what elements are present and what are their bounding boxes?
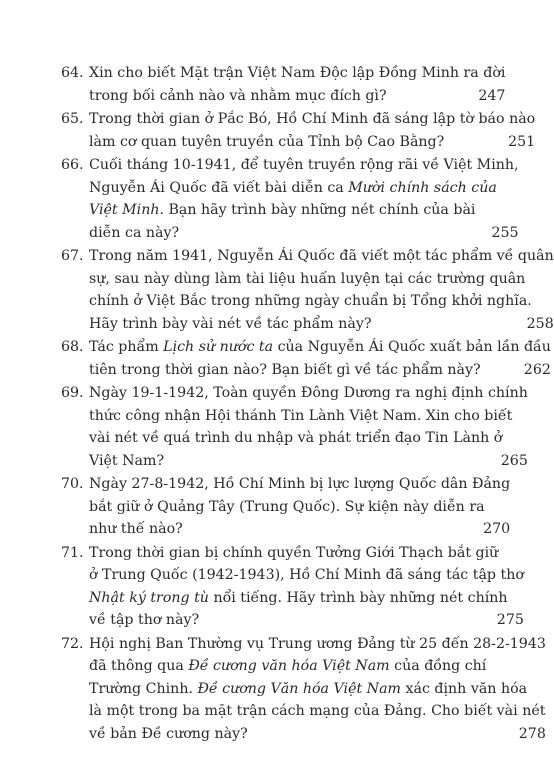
- toc-entry: [61, 245, 554, 335]
- text-segment: . Bạn hãy trình bày những nét chính của bài: [159, 202, 476, 218]
- toc-entry: [61, 336, 551, 381]
- toc-entry: [61, 542, 524, 632]
- text-segment: Hội nghị Ban Thường vụ Trung ương Đảng từ 25 đến 28-2-1943: [89, 635, 546, 652]
- entry-line: [89, 199, 519, 222]
- text-segment: đã thông qua: [89, 658, 189, 674]
- italic-title: Lịch sử nước ta: [163, 339, 274, 355]
- entry-number: 71.: [61, 544, 84, 561]
- entry-line-text: [89, 590, 508, 606]
- entry-line: [89, 678, 546, 701]
- toc-entry: [61, 62, 506, 107]
- toc-entry: [61, 382, 528, 472]
- text-segment: trong bối cảnh nào và nhằm mục đích gì?: [89, 87, 387, 104]
- entry-line: [89, 427, 528, 450]
- entry-line-text: [89, 681, 527, 697]
- page-number: 270: [483, 521, 511, 537]
- entry-number: 64.: [61, 65, 84, 81]
- entry-line: [89, 290, 554, 313]
- text-segment: Tác phẩm: [89, 339, 164, 355]
- page-number: 278: [518, 725, 546, 742]
- entry-line-text: [89, 385, 528, 401]
- entry-line-text: [89, 293, 532, 309]
- italic-title: Đề cương văn hóa Việt Nam: [188, 658, 390, 674]
- entry-line: [89, 587, 524, 610]
- text-segment: diễn ca này?: [89, 224, 180, 241]
- italic-title: Đề cương Văn hóa Việt Nam: [197, 680, 401, 697]
- text-segment: nổi tiếng. Hãy trình bày những nét chính: [208, 589, 508, 606]
- entry-text: [89, 154, 519, 244]
- entry-number: 72.: [61, 635, 84, 652]
- entry-line: [89, 496, 510, 519]
- table-of-contents: [61, 62, 554, 745]
- entry-line-text: [89, 359, 481, 382]
- entry-line-text: [89, 450, 164, 473]
- text-segment: chính ở Việt Bắc trong những ngày chuẩn bị Tổng khởi nghĩa.: [89, 293, 532, 309]
- text-segment: Hãy trình bày vài nét về tác phẩm này?: [89, 315, 372, 332]
- entry-line: [89, 450, 528, 473]
- entry-line: [89, 405, 528, 428]
- entry-line-text: [89, 85, 387, 108]
- entry-line: [89, 62, 505, 85]
- entry-line: [89, 108, 535, 131]
- entry-line-text: [89, 545, 498, 561]
- entry-line-text: [89, 222, 179, 245]
- text-segment: Trong năm 1941, Nguyễn Ái Quốc đã viết một tác phẩm về quân: [89, 248, 554, 264]
- entry-line-text: [89, 723, 248, 746]
- entry-line: [89, 336, 551, 359]
- text-segment: về tập thơ này?: [89, 612, 200, 628]
- entry-line: [89, 268, 554, 291]
- text-segment: về bản Đề cương này?: [89, 725, 248, 742]
- text-segment: bắt giữ ở Quảng Tây (Trung Quốc). Sự kiện này diễn ra: [89, 498, 485, 515]
- entry-line-text: [89, 157, 519, 173]
- entry-line: [89, 633, 546, 656]
- entry-line-text: [89, 518, 183, 541]
- page-number: 258: [526, 315, 554, 332]
- entry-line: [89, 222, 519, 245]
- text-segment: Trong thời gian bị chính quyền Tưởng Giới Thạch bắt giữ: [89, 544, 499, 561]
- text-segment: ở Trung Quốc (1942-1943), Hồ Chí Minh đã sáng tác tập thơ: [89, 567, 524, 583]
- text-segment: vài nét về quá trình du nhập và phát triển đạo Tin Lành ở: [89, 430, 503, 446]
- text-segment: của Nguyễn Ái Quốc xuất bản lần đầu: [273, 339, 551, 355]
- entry-line: [89, 700, 546, 723]
- entry-number: 65.: [61, 111, 84, 127]
- page-number: 255: [491, 224, 519, 241]
- text-segment: Trường Chinh.: [89, 680, 198, 697]
- entry-line: [89, 609, 524, 632]
- page-number: 275: [496, 612, 524, 628]
- entry-line-text: [89, 499, 485, 515]
- entry-text: [89, 382, 528, 472]
- text-segment: làm cơ quan tuyên truyền của Tỉnh bộ Cao Bằng?: [89, 133, 445, 150]
- toc-entry: [61, 108, 536, 153]
- text-segment: Cuối tháng 10-1941, để tuyên truyền rộng rãi về Việt Minh,: [89, 157, 519, 173]
- entry-line: [89, 154, 519, 177]
- entry-line: [89, 359, 551, 382]
- entry-line: [89, 245, 554, 268]
- text-segment: xác định văn hóa: [401, 680, 528, 697]
- text-segment: như thế nào?: [89, 521, 183, 537]
- entry-line: [89, 85, 505, 108]
- text-segment: thức công nhận Hội thánh Tin Lành Việt Nam. Xin cho biết: [89, 407, 513, 424]
- page-number: 265: [500, 452, 528, 469]
- entry-line-text: [89, 271, 525, 287]
- entry-line: [89, 382, 528, 405]
- entry-number: 66.: [61, 157, 84, 173]
- entry-line: [89, 177, 519, 200]
- entry-number: 69.: [61, 385, 84, 401]
- entry-line: [89, 518, 510, 541]
- entry-text: [89, 336, 551, 381]
- text-segment: Ngày 19-1-1942, Toàn quyền Đông Dương ra nghị định chính: [89, 385, 528, 401]
- entry-line-text: [89, 131, 444, 154]
- entry-line-text: [89, 313, 371, 336]
- entry-line-text: [89, 248, 554, 264]
- entry-line: [89, 655, 546, 678]
- entry-line: [89, 542, 524, 565]
- entry-line: [89, 564, 524, 587]
- text-segment: là một trong ba mặt trận cách mạng của Đảng. Cho biết vài nét: [89, 703, 546, 719]
- entry-line-text: [89, 658, 486, 674]
- italic-title: Mười chính sách của: [348, 179, 497, 196]
- entry-line-text: [89, 430, 502, 446]
- entry-text: [89, 542, 524, 632]
- entry-line-text: [89, 567, 524, 583]
- text-segment: tiên trong thời gian nào? Bạn biết gì về tác phẩm này?: [89, 361, 481, 378]
- entry-line-text: [89, 180, 497, 196]
- entry-line-text: [89, 65, 505, 81]
- entry-text: [89, 633, 546, 746]
- entry-line-text: [89, 111, 535, 127]
- entry-line-text: [89, 339, 551, 355]
- entry-line: [89, 723, 546, 746]
- page-number: 247: [478, 87, 506, 104]
- entry-line-text: [89, 408, 512, 424]
- entry-line-text: [89, 703, 545, 719]
- entry-line: [89, 313, 554, 336]
- toc-entry: [61, 154, 519, 244]
- entry-text: [89, 473, 510, 541]
- text-segment: Trong thời gian ở Pắc Bó, Hồ Chí Minh đã sáng lập tờ báo nào: [89, 111, 536, 127]
- italic-title: Nhật ký trong tù: [89, 589, 209, 606]
- text-segment: Ngày 27-8-1942, Hồ Chí Minh bị lực lượng Quốc dân Đảng: [89, 476, 511, 492]
- text-segment: sự, sau này dùng làm tài liệu huấn luyện tại các trường quân: [89, 270, 526, 287]
- entry-text: [89, 62, 505, 107]
- text-segment: Xin cho biết Mặt trận Việt Nam Độc lập Đồng Minh ra đời: [89, 65, 506, 81]
- entry-line-text: [89, 636, 546, 652]
- italic-title: Việt Minh: [89, 202, 160, 218]
- entry-line-text: [89, 609, 199, 632]
- entry-line: [89, 131, 535, 154]
- page-number: 251: [508, 133, 536, 150]
- entry-line-text: [89, 476, 510, 492]
- entry-text: [89, 108, 535, 153]
- text-segment: của đồng chí: [389, 658, 487, 674]
- entry-line-text: [89, 202, 475, 218]
- text-segment: Việt Nam?: [89, 452, 165, 469]
- entry-number: 68.: [61, 339, 84, 355]
- entry-line: [89, 473, 510, 496]
- toc-entry: [61, 473, 511, 541]
- entry-text: [89, 245, 554, 335]
- entry-number: 67.: [61, 248, 84, 264]
- page-number: 262: [523, 361, 551, 378]
- text-segment: Nguyễn Ái Quốc đã viết bài diễn ca: [89, 179, 349, 196]
- entry-number: 70.: [61, 476, 84, 492]
- toc-entry: [61, 633, 546, 746]
